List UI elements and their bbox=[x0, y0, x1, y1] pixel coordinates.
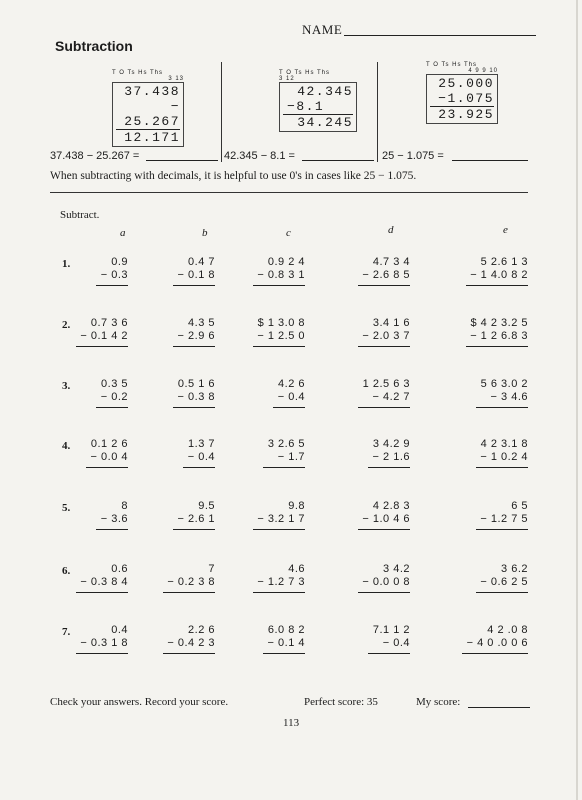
minuend: 4 2 .0 8 bbox=[487, 624, 528, 636]
example-1 bbox=[112, 70, 184, 147]
answer-rule[interactable] bbox=[173, 407, 215, 408]
answer-rule[interactable] bbox=[253, 346, 305, 347]
example-grid bbox=[279, 82, 357, 132]
problem-b bbox=[135, 317, 215, 347]
answer-rule[interactable] bbox=[96, 285, 128, 286]
answer-rule[interactable] bbox=[358, 285, 410, 286]
answer-rule[interactable] bbox=[273, 407, 305, 408]
problem-c bbox=[225, 500, 305, 530]
subtrahend: − 0.8 3 1 bbox=[257, 269, 305, 281]
minuend: 0.9 2 4 bbox=[267, 256, 305, 268]
minuend: 3 4.2 bbox=[383, 563, 410, 575]
subtrahend: − 4.2 7 bbox=[372, 391, 410, 403]
problem-b bbox=[135, 438, 215, 468]
example-bottom: − 25.267 bbox=[124, 99, 180, 129]
answer-rule[interactable] bbox=[476, 529, 528, 530]
problem-a bbox=[48, 256, 128, 286]
problem-row-number: 3. bbox=[62, 380, 71, 392]
answer-rule[interactable] bbox=[253, 592, 305, 593]
subtrahend: − 0.4 bbox=[187, 451, 215, 463]
minuend: 4.3 5 bbox=[188, 317, 215, 329]
minuend: 7.1 1 2 bbox=[372, 624, 410, 636]
example-grid bbox=[112, 82, 184, 147]
problem-e bbox=[448, 624, 528, 654]
answer-rule[interactable] bbox=[476, 592, 528, 593]
example-answer: 23.925 bbox=[438, 107, 494, 122]
section-divider bbox=[50, 192, 528, 193]
minuend: 0.9 bbox=[111, 256, 128, 268]
minuend: 0.5 1 6 bbox=[177, 378, 215, 390]
problem-b bbox=[135, 563, 215, 593]
subtrahend: − 0.2 bbox=[100, 391, 128, 403]
answer-rule[interactable] bbox=[368, 653, 410, 654]
subtrahend: − 4 0 .0 0 6 bbox=[466, 637, 528, 649]
problem-row-number: 1. bbox=[62, 258, 71, 270]
page-edge-shadow bbox=[576, 0, 578, 800]
minuend: 8 bbox=[121, 500, 128, 512]
name-field-line[interactable] bbox=[344, 35, 536, 36]
subtrahend: − 1 2.5 0 bbox=[257, 330, 305, 342]
column-letter-e: e bbox=[503, 224, 508, 236]
minuend: 6.0 8 2 bbox=[267, 624, 305, 636]
subtrahend: − 1.2 7 5 bbox=[480, 513, 528, 525]
subtrahend: − 0.1 4 2 bbox=[80, 330, 128, 342]
column-letter-d: d bbox=[388, 224, 394, 236]
answer-rule[interactable] bbox=[476, 407, 528, 408]
problem-e bbox=[448, 563, 528, 593]
problem-e bbox=[448, 438, 528, 468]
minuend: 0.4 bbox=[111, 624, 128, 636]
minuend: 0.4 7 bbox=[188, 256, 215, 268]
minuend: 0.1 2 6 bbox=[90, 438, 128, 450]
minuend: 0.7 3 6 bbox=[90, 317, 128, 329]
minuend: $ 1 3.0 8 bbox=[257, 317, 305, 329]
minuend: 9.5 bbox=[198, 500, 215, 512]
minuend: 1 2.5 6 3 bbox=[362, 378, 410, 390]
my-score-field-line[interactable] bbox=[468, 707, 530, 708]
answer-rule[interactable] bbox=[368, 467, 410, 468]
answer-rule[interactable] bbox=[163, 653, 215, 654]
answer-rule[interactable] bbox=[263, 653, 305, 654]
subtrahend: − 0.1 8 bbox=[177, 269, 215, 281]
problem-d bbox=[330, 563, 410, 593]
minuend: 4 2 3.1 8 bbox=[480, 438, 528, 450]
answer-rule[interactable] bbox=[173, 285, 215, 286]
subtrahend: − 3.2 1 7 bbox=[257, 513, 305, 525]
answer-rule[interactable] bbox=[358, 529, 410, 530]
answer-rule[interactable] bbox=[358, 407, 410, 408]
subtrahend: − 2 1.6 bbox=[372, 451, 410, 463]
problem-a bbox=[48, 438, 128, 468]
minuend: 0.6 bbox=[111, 563, 128, 575]
minuend: 4.7 3 4 bbox=[372, 256, 410, 268]
column-letter-a: a bbox=[120, 227, 126, 239]
example-bottom: −8.1 bbox=[287, 99, 325, 114]
minuend: 2.2 6 bbox=[188, 624, 215, 636]
problem-c bbox=[225, 317, 305, 347]
answer-rule[interactable] bbox=[476, 467, 528, 468]
minuend: 4.6 bbox=[288, 563, 305, 575]
subtrahend: − 0.4 bbox=[382, 637, 410, 649]
example-divider-1 bbox=[221, 62, 222, 162]
page-number: 113 bbox=[283, 717, 300, 729]
subtrahend: − 0.3 8 bbox=[177, 391, 215, 403]
minuend: 5 6 3.0 2 bbox=[480, 378, 528, 390]
answer-rule[interactable] bbox=[466, 346, 528, 347]
problem-b bbox=[135, 500, 215, 530]
subtrahend: − 3 4.6 bbox=[490, 391, 528, 403]
subtrahend: − 1 4.0 8 2 bbox=[470, 269, 528, 281]
answer-rule[interactable] bbox=[466, 285, 528, 286]
subtrahend: − 0.6 2 5 bbox=[480, 576, 528, 588]
minuend: 3 2.6 5 bbox=[267, 438, 305, 450]
example-bottom-value: 8.1 bbox=[296, 99, 325, 114]
example-place-headers: T O Ts Hs Ths bbox=[112, 70, 164, 76]
subtrahend: − 0.3 1 8 bbox=[80, 637, 128, 649]
problem-b bbox=[135, 378, 215, 408]
problem-d bbox=[330, 500, 410, 530]
minuend: 0.3 5 bbox=[101, 378, 128, 390]
column-letter-c: c bbox=[286, 227, 291, 239]
example-equation-1: 37.438 − 25.267 = bbox=[50, 150, 140, 162]
answer-rule[interactable] bbox=[76, 653, 128, 654]
problem-c bbox=[225, 563, 305, 593]
problem-b bbox=[135, 256, 215, 286]
minuend: 1.3 7 bbox=[188, 438, 215, 450]
problem-d bbox=[330, 624, 410, 654]
subtrahend: − 2.6 8 5 bbox=[362, 269, 410, 281]
answer-rule[interactable] bbox=[253, 285, 305, 286]
subtrahend: − 1.0 4 6 bbox=[362, 513, 410, 525]
answer-rule[interactable] bbox=[86, 467, 128, 468]
answer-rule[interactable] bbox=[263, 467, 305, 468]
answer-rule[interactable] bbox=[76, 346, 128, 347]
subtrahend: − 1.2 7 3 bbox=[257, 576, 305, 588]
problem-a bbox=[48, 624, 128, 654]
page-title: Subtraction bbox=[55, 38, 133, 54]
answer-rule[interactable] bbox=[96, 529, 128, 530]
example-bottom-value: 1.075 bbox=[447, 91, 494, 106]
problem-a bbox=[48, 563, 128, 593]
subtrahend: − 0.3 8 4 bbox=[80, 576, 128, 588]
example-answer: 34.245 bbox=[297, 115, 353, 130]
problem-e bbox=[448, 500, 528, 530]
example-bottom: −1.075 bbox=[438, 91, 494, 106]
answer-rule[interactable] bbox=[253, 529, 305, 530]
problem-row-number: 2. bbox=[62, 319, 71, 331]
answer-rule[interactable] bbox=[76, 592, 128, 593]
answer-rule[interactable] bbox=[173, 529, 215, 530]
problem-e bbox=[448, 256, 528, 286]
problem-row-number: 4. bbox=[62, 440, 71, 452]
subtrahend: − 0.1 4 bbox=[267, 637, 305, 649]
subtrahend: − 1.7 bbox=[277, 451, 305, 463]
example-place-headers: T O Ts Hs Ths bbox=[279, 70, 331, 76]
minuend: 5 2.6 1 3 bbox=[480, 256, 528, 268]
problem-a bbox=[48, 317, 128, 347]
example-top: 42.345 bbox=[297, 84, 353, 99]
subtrahend: − 3.6 bbox=[100, 513, 128, 525]
minuend: 4.2 6 bbox=[278, 378, 305, 390]
problem-c bbox=[225, 256, 305, 286]
answer-rule[interactable] bbox=[358, 346, 410, 347]
example-place-headers: T O Ts Hs Ths bbox=[426, 62, 478, 68]
example-2 bbox=[279, 70, 357, 132]
subtrahend: − 2.0 3 7 bbox=[362, 330, 410, 342]
subtrahend: − 0.4 bbox=[277, 391, 305, 403]
minuend: $ 4 2 3.2 5 bbox=[470, 317, 528, 329]
example-answer: 12.171 bbox=[124, 130, 180, 145]
subtrahend: − 1 2 6.8 3 bbox=[470, 330, 528, 342]
example-equation-2: 42.345 − 8.1 = bbox=[224, 150, 295, 162]
example-3 bbox=[426, 62, 498, 124]
example-equation-3-blank[interactable] bbox=[452, 160, 528, 161]
answer-rule[interactable] bbox=[462, 653, 528, 654]
name-label: NAME bbox=[302, 22, 343, 37]
perfect-score-text: Perfect score: 35 bbox=[304, 696, 378, 708]
subtrahend: − 2.9 6 bbox=[177, 330, 215, 342]
problem-c bbox=[225, 378, 305, 408]
problem-e bbox=[448, 378, 528, 408]
example-crossed-marks: 3 12 bbox=[279, 76, 295, 82]
answer-rule[interactable] bbox=[358, 592, 410, 593]
example-top: 25.000 bbox=[438, 76, 494, 91]
subtrahend: − 2.6 1 bbox=[177, 513, 215, 525]
answer-rule[interactable] bbox=[96, 407, 128, 408]
answer-rule[interactable] bbox=[183, 467, 215, 468]
check-answers-text: Check your answers. Record your score. bbox=[50, 696, 229, 708]
problem-row-number: 7. bbox=[62, 626, 71, 638]
minuend: 6 5 bbox=[511, 500, 528, 512]
column-letter-b: b bbox=[202, 227, 208, 239]
subtrahend: − 0.0 4 bbox=[90, 451, 128, 463]
answer-rule[interactable] bbox=[173, 346, 215, 347]
minuend: 7 bbox=[208, 563, 215, 575]
subtrahend: − 0.3 bbox=[100, 269, 128, 281]
problem-d bbox=[330, 256, 410, 286]
subtrahend: − 1 0.2 4 bbox=[480, 451, 528, 463]
problem-c bbox=[225, 438, 305, 468]
example-equation-3: 25 − 1.075 = bbox=[382, 150, 444, 162]
example-top: 37.438 bbox=[124, 84, 180, 99]
problem-e bbox=[448, 317, 528, 347]
problem-row-number: 6. bbox=[62, 565, 71, 577]
problem-a bbox=[48, 500, 128, 530]
subtrahend: − 0.2 3 8 bbox=[167, 576, 215, 588]
example-equation-2-blank[interactable] bbox=[302, 160, 374, 161]
minuend: 4 2.8 3 bbox=[372, 500, 410, 512]
instruction-note: When subtracting with decimals, it is helpful to use 0's in cases like 25 − 1.075. bbox=[50, 170, 417, 182]
example-grid bbox=[426, 74, 498, 124]
example-crossed-marks: 3 13 bbox=[168, 76, 184, 82]
problem-d bbox=[330, 438, 410, 468]
subtrahend: − 0.0 0 8 bbox=[362, 576, 410, 588]
problem-b bbox=[135, 624, 215, 654]
problem-row-number: 5. bbox=[62, 502, 71, 514]
problem-a bbox=[48, 378, 128, 408]
answer-rule[interactable] bbox=[163, 592, 215, 593]
example-crossed-marks: 4 9 9 10 bbox=[468, 68, 498, 74]
subtract-instruction: Subtract. bbox=[60, 209, 100, 221]
example-bottom-value: 25.267 bbox=[124, 114, 180, 129]
problem-d bbox=[330, 378, 410, 408]
minuend: 3 6.2 bbox=[501, 563, 528, 575]
example-divider-2 bbox=[377, 62, 378, 162]
problem-c bbox=[225, 624, 305, 654]
my-score-label: My score: bbox=[416, 696, 461, 708]
minuend: 3.4 1 6 bbox=[372, 317, 410, 329]
example-equation-1-blank[interactable] bbox=[146, 160, 218, 161]
subtrahend: − 0.4 2 3 bbox=[167, 637, 215, 649]
minuend: 9.8 bbox=[288, 500, 305, 512]
problem-d bbox=[330, 317, 410, 347]
minuend: 3 4.2 9 bbox=[372, 438, 410, 450]
